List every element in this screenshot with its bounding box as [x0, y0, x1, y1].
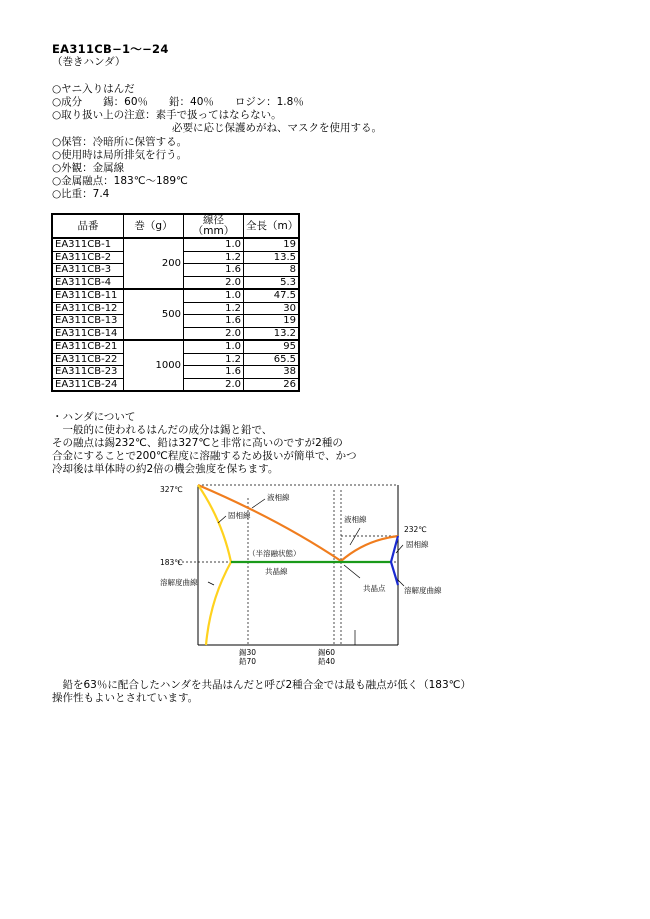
- label-327: 327℃: [160, 485, 183, 494]
- label-183: 183℃: [160, 558, 183, 567]
- table-row: [52, 340, 299, 353]
- cell-code: EA311CB-12: [52, 302, 124, 315]
- about-line: 一般的に使われるはんだの成分は錫と鉛で、: [52, 424, 273, 436]
- product-code-title: EA311CB−1〜−24: [52, 42, 169, 56]
- cell-code: EA311CB-24: [52, 378, 124, 391]
- liquidus-right-curve: [341, 536, 398, 561]
- header-length: 全長（m）: [244, 214, 300, 238]
- label-lead70: 鉛70: [239, 657, 257, 666]
- pointer: [208, 582, 214, 585]
- table-row: [52, 238, 299, 251]
- cell-length: 65.5: [244, 353, 300, 366]
- phase-diagram: [150, 478, 460, 673]
- cell-code: EA311CB-14: [52, 327, 124, 340]
- cell-diameter: 2.0: [184, 276, 244, 289]
- cell-code: EA311CB-2: [52, 251, 124, 264]
- cell-length: 19: [244, 238, 300, 251]
- cell-length: 19: [244, 315, 300, 328]
- cell-diameter: 1.2: [184, 353, 244, 366]
- spec-handling: ○取り扱い上の注意：素手で扱ってはならない。: [52, 109, 282, 121]
- label-liquidus-right: 液相線: [344, 515, 367, 524]
- header-diameter: 線径（mm）: [184, 214, 244, 238]
- spec-storage: ○保管：冷暗所に保管する。: [52, 136, 188, 148]
- cell-roll: 500: [124, 289, 184, 340]
- cell-code: EA311CB-11: [52, 289, 124, 302]
- label-tin30: 錫30: [239, 648, 257, 657]
- cell-diameter: 1.0: [184, 340, 244, 353]
- cell-diameter: 1.0: [184, 289, 244, 302]
- cell-length: 38: [244, 366, 300, 379]
- cell-length: 13.5: [244, 251, 300, 264]
- cell-code: EA311CB-13: [52, 315, 124, 328]
- label-solidus-right: 固相線: [406, 540, 429, 549]
- label-eutectic-point: 共晶点: [363, 584, 386, 593]
- pointer: [350, 528, 360, 545]
- eutectic-note: 鉛を63％に配合したハンダを共晶はんだと呼び2種合金では最も融点が低く（183℃）: [52, 679, 471, 691]
- solidus-right-curve: [391, 536, 398, 585]
- spec-melting-point: ○金属融点：183℃〜189℃: [52, 175, 188, 187]
- cell-roll: 1000: [124, 340, 184, 391]
- cell-length: 95: [244, 340, 300, 353]
- about-line: 冷却後は単体時の約2倍の機会強度を保ちます。: [52, 463, 279, 475]
- label-eutectic-line: 共晶線: [265, 567, 288, 576]
- spec-composition: ○成分 錫：60％ 鉛：40％ ロジン：1.8％: [52, 96, 304, 108]
- cell-roll: 200: [124, 238, 184, 289]
- cell-code: EA311CB-3: [52, 264, 124, 277]
- spec-specific-gravity: ○比重：7.4: [52, 188, 110, 200]
- header-code: 品番: [52, 214, 124, 238]
- product-subtitle: （巻きハンダ）: [52, 56, 126, 68]
- product-table: [51, 213, 300, 392]
- pointer: [252, 499, 265, 508]
- cell-diameter: 1.2: [184, 302, 244, 315]
- spec-type: ○ヤニ入りはんだ: [52, 83, 135, 95]
- label-232: 232℃: [404, 525, 427, 534]
- cell-code: EA311CB-23: [52, 366, 124, 379]
- header-roll: 巻（g）: [124, 214, 184, 238]
- solubility-left-curve: [206, 562, 231, 645]
- pointer: [344, 565, 360, 578]
- cell-length: 8: [244, 264, 300, 277]
- cell-length: 30: [244, 302, 300, 315]
- cell-code: EA311CB-22: [52, 353, 124, 366]
- label-tin60: 錫60: [318, 648, 336, 657]
- cell-diameter: 1.6: [184, 264, 244, 277]
- cell-diameter: 1.2: [184, 251, 244, 264]
- spec-ventilation: ○使用時は局所排気を行う。: [52, 149, 188, 161]
- table-row: [52, 289, 299, 302]
- cell-diameter: 1.6: [184, 366, 244, 379]
- pointer: [396, 545, 403, 553]
- cell-length: 26: [244, 378, 300, 391]
- eutectic-note: 操作性もよいとされています。: [52, 692, 199, 704]
- label-semi-molten: （半溶融状態）: [248, 549, 301, 558]
- about-line: その融点は錫232℃、鉛は327℃と非常に高いのですが2種の: [52, 437, 343, 449]
- cell-diameter: 1.0: [184, 238, 244, 251]
- cell-diameter: 1.6: [184, 315, 244, 328]
- label-solidus-left: 固相線: [228, 511, 251, 520]
- cell-length: 5.3: [244, 276, 300, 289]
- cell-code: EA311CB-1: [52, 238, 124, 251]
- about-line: 合金にすることで200℃程度に溶融するため扱いが簡単で、かつ: [52, 450, 357, 462]
- about-heading: ・ハンダについて: [52, 411, 136, 423]
- cell-code: EA311CB-21: [52, 340, 124, 353]
- cell-length: 47.5: [244, 289, 300, 302]
- cell-diameter: 2.0: [184, 327, 244, 340]
- spec-appearance: ○外観：金属線: [52, 162, 125, 174]
- table-header-row: [52, 214, 299, 238]
- pointer: [218, 516, 226, 523]
- cell-diameter: 2.0: [184, 378, 244, 391]
- cell-length: 13.2: [244, 327, 300, 340]
- cell-code: EA311CB-4: [52, 276, 124, 289]
- label-solubility-left: 溶解度曲線: [160, 578, 198, 587]
- label-liquidus-left: 液相線: [267, 493, 290, 502]
- label-lead40: 鉛40: [318, 657, 336, 666]
- spec-handling-note: 必要に応じ保護めがね、マスクを使用する。: [172, 122, 382, 134]
- label-solubility-right: 溶解度曲線: [404, 586, 442, 595]
